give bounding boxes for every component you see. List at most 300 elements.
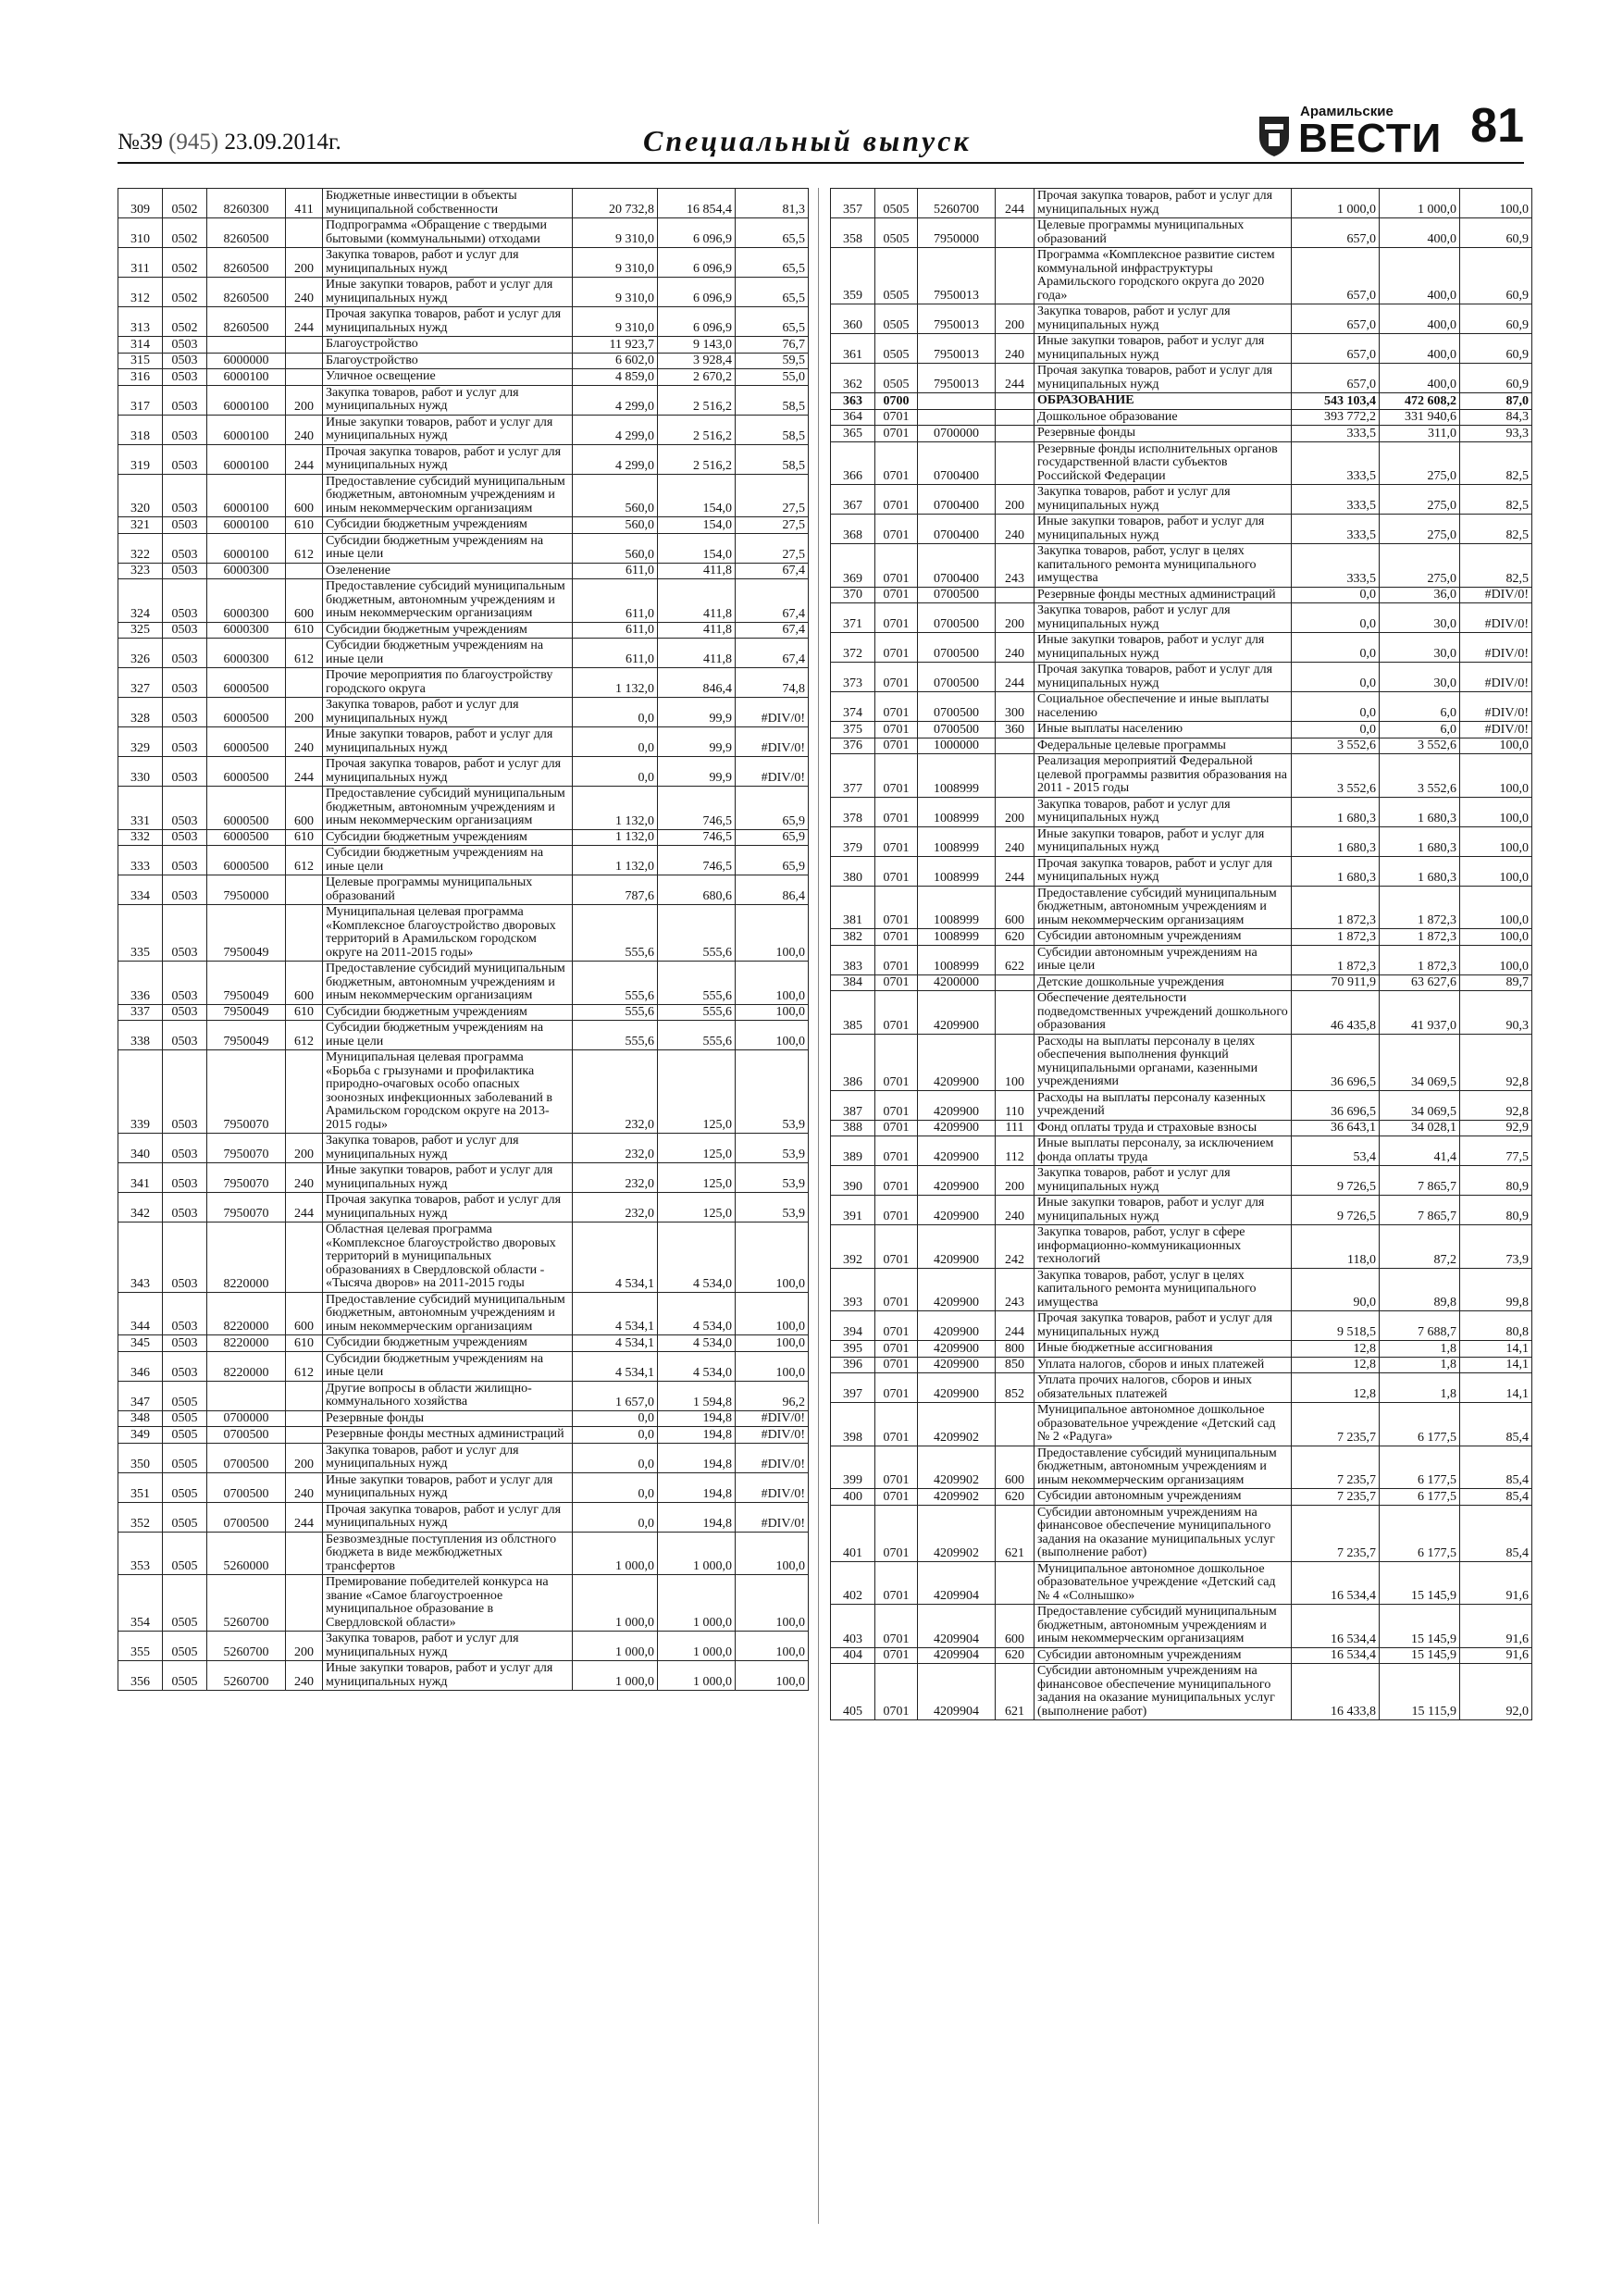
execution-percent: 100,0 xyxy=(736,905,809,962)
executed-amount: 1 872,3 xyxy=(1380,945,1460,974)
expense-type xyxy=(286,905,323,962)
row-number: 324 xyxy=(118,579,163,623)
expense-type xyxy=(286,1427,323,1444)
execution-percent: #DIV/0! xyxy=(1460,663,1532,692)
item-name: Прочая закупка товаров, работ и услуг для муниципальных нужд xyxy=(323,1193,573,1222)
right-column xyxy=(830,188,1531,1720)
execution-percent: 59,5 xyxy=(736,353,809,369)
planned-amount: 9 310,0 xyxy=(573,218,658,248)
planned-amount: 611,0 xyxy=(573,622,658,639)
item-name: Прочие мероприятия по благоустройству городского округа xyxy=(323,668,573,698)
target-code: 7950013 xyxy=(918,334,996,364)
expense-type: 610 xyxy=(286,1335,323,1352)
expense-type: 110 xyxy=(996,1090,1035,1120)
expense-type xyxy=(996,426,1035,442)
expense-type xyxy=(286,218,323,248)
item-name: Закупка товаров, работ и услуг для муниципальных нужд xyxy=(1035,1166,1292,1196)
item-name: Субсидии бюджетным учреждениям xyxy=(323,517,573,534)
row-number: 323 xyxy=(118,563,163,579)
planned-amount: 46 435,8 xyxy=(1292,991,1380,1035)
row-number: 384 xyxy=(831,974,875,991)
table-row xyxy=(831,1505,1532,1561)
table-row xyxy=(118,1050,809,1134)
table-row xyxy=(118,517,809,534)
table-row xyxy=(831,1196,1532,1225)
expense-type: 244 xyxy=(996,856,1035,886)
item-name: Субсидии бюджетным учреждениям xyxy=(323,1004,573,1021)
planned-amount: 333,5 xyxy=(1292,544,1380,588)
table-row xyxy=(831,603,1532,633)
target-code: 8220000 xyxy=(207,1222,286,1293)
planned-amount: 118,0 xyxy=(1292,1225,1380,1269)
section-code: 0503 xyxy=(163,639,207,668)
row-number: 320 xyxy=(118,474,163,517)
executed-amount: 1 680,3 xyxy=(1380,797,1460,826)
table-row xyxy=(118,875,809,905)
row-number: 342 xyxy=(118,1193,163,1222)
target-code: 4209904 xyxy=(918,1605,996,1648)
section-code: 0503 xyxy=(163,1351,207,1381)
section-code: 0505 xyxy=(875,304,918,334)
section-code: 0700 xyxy=(875,393,918,410)
row-number: 351 xyxy=(118,1472,163,1502)
executed-amount: 15 115,9 xyxy=(1380,1664,1460,1720)
planned-amount: 0,0 xyxy=(1292,587,1380,603)
item-name: Муниципальная целевая программа «Комплексное благоустройство дворовых территорий в Арамильском городском округе на 2011-2015 годы» xyxy=(323,905,573,962)
expense-type xyxy=(996,738,1035,754)
planned-amount: 3 552,6 xyxy=(1292,738,1380,754)
row-number: 400 xyxy=(831,1489,875,1506)
target-code: 6000100 xyxy=(207,474,286,517)
section-code: 0701 xyxy=(875,1664,918,1720)
table-row xyxy=(831,1311,1532,1341)
executed-amount: 400,0 xyxy=(1380,248,1460,304)
target-code: 6000100 xyxy=(207,415,286,444)
table-row xyxy=(118,307,809,337)
execution-percent: 67,4 xyxy=(736,563,809,579)
target-code: 1008999 xyxy=(918,826,996,856)
item-name: Муниципальное автономное дошкольное образовательное учреждение «Детский сад № 2 «Радуга» xyxy=(1035,1403,1292,1446)
executed-amount: 15 145,9 xyxy=(1380,1561,1460,1605)
budget-table-left xyxy=(118,188,809,1691)
section-code: 0505 xyxy=(875,364,918,393)
section-code: 0701 xyxy=(875,485,918,515)
table-row xyxy=(831,856,1532,886)
planned-amount: 1 000,0 xyxy=(1292,189,1380,218)
section-code: 0505 xyxy=(163,1632,207,1661)
section-code: 0503 xyxy=(163,727,207,757)
row-number: 377 xyxy=(831,754,875,798)
execution-percent: 76,7 xyxy=(736,337,809,354)
table-row xyxy=(831,1268,1532,1311)
section-code: 0701 xyxy=(875,1561,918,1605)
table-row xyxy=(831,754,1532,798)
execution-percent: 100,0 xyxy=(1460,797,1532,826)
section-code: 0503 xyxy=(163,1222,207,1293)
section-code: 0505 xyxy=(163,1443,207,1472)
executed-amount: 555,6 xyxy=(658,905,736,962)
table-row xyxy=(831,1489,1532,1506)
section-code: 0701 xyxy=(875,1373,918,1403)
item-name: Субсидии бюджетным учреждениям xyxy=(323,622,573,639)
expense-type: 240 xyxy=(286,278,323,307)
executed-amount: 99,9 xyxy=(658,727,736,757)
planned-amount: 1 680,3 xyxy=(1292,797,1380,826)
row-number: 381 xyxy=(831,886,875,929)
planned-amount: 90,0 xyxy=(1292,1268,1380,1311)
row-number: 370 xyxy=(831,587,875,603)
row-number: 376 xyxy=(831,738,875,754)
expense-type: 622 xyxy=(996,945,1035,974)
execution-percent: 74,8 xyxy=(736,668,809,698)
target-code: 7950013 xyxy=(918,304,996,334)
row-number: 371 xyxy=(831,603,875,633)
execution-percent: #DIV/0! xyxy=(1460,587,1532,603)
table-row xyxy=(831,587,1532,603)
expense-type: 600 xyxy=(286,474,323,517)
row-number: 309 xyxy=(118,189,163,218)
item-name: Прочая закупка товаров, работ и услуг для муниципальных нужд xyxy=(1035,856,1292,886)
section-code: 0503 xyxy=(163,829,207,846)
table-row xyxy=(118,1004,809,1021)
section-code: 0701 xyxy=(875,544,918,588)
executed-amount: 411,8 xyxy=(658,563,736,579)
executed-amount: 275,0 xyxy=(1380,441,1460,485)
section-code: 0505 xyxy=(875,189,918,218)
target-code: 1000000 xyxy=(918,738,996,754)
row-number: 392 xyxy=(831,1225,875,1269)
table-row xyxy=(831,886,1532,929)
expense-type: 200 xyxy=(996,304,1035,334)
section-code: 0701 xyxy=(875,1136,918,1166)
expense-type: 600 xyxy=(996,1446,1035,1489)
executed-amount: 30,0 xyxy=(1380,633,1460,663)
item-name: Прочая закупка товаров, работ и услуг для муниципальных нужд xyxy=(323,444,573,474)
executed-amount: 89,8 xyxy=(1380,1268,1460,1311)
execution-percent: 96,2 xyxy=(736,1381,809,1410)
execution-percent: 58,5 xyxy=(736,415,809,444)
item-name: Социальное обеспечение и иные выплаты населению xyxy=(1035,692,1292,722)
item-name: Предоставление субсидий муниципальным бюджетным, автономным учреждениям и иным некоммерческим организациям xyxy=(1035,1446,1292,1489)
row-number: 346 xyxy=(118,1351,163,1381)
table-row xyxy=(118,1502,809,1532)
table-row xyxy=(118,1661,809,1691)
target-code: 7950070 xyxy=(207,1163,286,1193)
target-code: 1008999 xyxy=(918,929,996,946)
planned-amount: 0,0 xyxy=(1292,603,1380,633)
row-number: 336 xyxy=(118,962,163,1005)
target-code: 8260300 xyxy=(207,189,286,218)
page-header xyxy=(118,99,1524,165)
section-code: 0503 xyxy=(163,962,207,1005)
executed-amount: 6,0 xyxy=(1380,722,1460,738)
coat-of-arms-icon xyxy=(1256,113,1293,157)
expense-type: 244 xyxy=(996,189,1035,218)
table-row xyxy=(831,426,1532,442)
executed-amount: 41 937,0 xyxy=(1380,991,1460,1035)
item-name: Иные закупки товаров, работ и услуг для муниципальных нужд xyxy=(323,278,573,307)
planned-amount: 611,0 xyxy=(573,579,658,623)
item-name: Субсидии автономным учреждениям xyxy=(1035,1647,1292,1664)
table-row xyxy=(118,533,809,563)
table-row xyxy=(831,1605,1532,1648)
table-row xyxy=(118,1427,809,1444)
logo-small-text: Арамильские xyxy=(1300,104,1394,119)
planned-amount: 611,0 xyxy=(573,563,658,579)
planned-amount: 9 310,0 xyxy=(573,248,658,278)
target-code: 0700500 xyxy=(918,722,996,738)
section-code: 0503 xyxy=(163,474,207,517)
row-number: 361 xyxy=(831,334,875,364)
executed-amount: 6 177,5 xyxy=(1380,1505,1460,1561)
execution-percent: 100,0 xyxy=(1460,929,1532,946)
row-number: 397 xyxy=(831,1373,875,1403)
section-code: 0503 xyxy=(163,533,207,563)
execution-percent: 92,8 xyxy=(1460,1090,1532,1120)
row-number: 341 xyxy=(118,1163,163,1193)
table-row xyxy=(118,579,809,623)
row-number: 367 xyxy=(831,485,875,515)
executed-amount: 6 096,9 xyxy=(658,307,736,337)
row-number: 337 xyxy=(118,1004,163,1021)
row-number: 332 xyxy=(118,829,163,846)
planned-amount: 657,0 xyxy=(1292,248,1380,304)
planned-amount: 393 772,2 xyxy=(1292,409,1380,426)
row-number: 394 xyxy=(831,1311,875,1341)
section-code: 0701 xyxy=(875,1090,918,1120)
executed-amount: 99,9 xyxy=(658,757,736,787)
item-name: Резервные фонды xyxy=(323,1410,573,1427)
row-number: 382 xyxy=(831,929,875,946)
row-number: 403 xyxy=(831,1605,875,1648)
planned-amount: 12,8 xyxy=(1292,1341,1380,1358)
execution-percent: 58,5 xyxy=(736,444,809,474)
item-name: Целевые программы муниципальных образований xyxy=(323,875,573,905)
section-code: 0502 xyxy=(163,278,207,307)
expense-type xyxy=(996,587,1035,603)
planned-amount: 9 310,0 xyxy=(573,278,658,307)
item-name: Подпрограмма «Обращение с твердыми бытовыми (коммунальными) отходами xyxy=(323,218,573,248)
expense-type: 610 xyxy=(286,517,323,534)
execution-percent: #DIV/0! xyxy=(736,1410,809,1427)
executed-amount: 400,0 xyxy=(1380,364,1460,393)
planned-amount: 4 534,1 xyxy=(573,1335,658,1352)
row-number: 358 xyxy=(831,218,875,248)
row-number: 390 xyxy=(831,1166,875,1196)
item-name: Закупка товаров, работ и услуг для муниципальных нужд xyxy=(323,1134,573,1163)
executed-amount: 30,0 xyxy=(1380,603,1460,633)
section-code: 0503 xyxy=(163,579,207,623)
executed-amount: 34 069,5 xyxy=(1380,1034,1460,1090)
row-number: 386 xyxy=(831,1034,875,1090)
execution-percent: 53,9 xyxy=(736,1134,809,1163)
table-row xyxy=(831,218,1532,248)
planned-amount: 0,0 xyxy=(1292,692,1380,722)
item-name: Иные выплаты населению xyxy=(1035,722,1292,738)
execution-percent: 100,0 xyxy=(736,1222,809,1293)
execution-percent: 100,0 xyxy=(736,1004,809,1021)
section-code: 0701 xyxy=(875,1311,918,1341)
table-row xyxy=(118,698,809,727)
section-code: 0701 xyxy=(875,603,918,633)
expense-type xyxy=(286,1410,323,1427)
expense-type: 240 xyxy=(286,727,323,757)
table-row xyxy=(831,1225,1532,1269)
execution-percent: 73,9 xyxy=(1460,1225,1532,1269)
section-code: 0503 xyxy=(163,1050,207,1134)
planned-amount: 0,0 xyxy=(573,1502,658,1532)
item-name: Благоустройство xyxy=(323,337,573,354)
executed-amount: 6,0 xyxy=(1380,692,1460,722)
row-number: 369 xyxy=(831,544,875,588)
table-row xyxy=(831,663,1532,692)
target-code: 6000500 xyxy=(207,727,286,757)
expense-type xyxy=(286,1532,323,1575)
executed-amount: 746,5 xyxy=(658,846,736,875)
planned-amount: 555,6 xyxy=(573,905,658,962)
target-code: 0700000 xyxy=(918,426,996,442)
executed-amount: 400,0 xyxy=(1380,304,1460,334)
row-number: 355 xyxy=(118,1632,163,1661)
item-name: Иные закупки товаров, работ и услуг для муниципальных нужд xyxy=(1035,515,1292,544)
planned-amount: 1 872,3 xyxy=(1292,886,1380,929)
table-row xyxy=(831,722,1532,738)
planned-amount: 70 911,9 xyxy=(1292,974,1380,991)
executed-amount: 3 928,4 xyxy=(658,353,736,369)
section-code: 0505 xyxy=(875,334,918,364)
target-code: 7950049 xyxy=(207,1004,286,1021)
section-code: 0505 xyxy=(163,1575,207,1632)
execution-percent: 65,5 xyxy=(736,218,809,248)
item-name: Иные закупки товаров, работ и услуг для муниципальных нужд xyxy=(323,1472,573,1502)
target-code: 6000500 xyxy=(207,757,286,787)
row-number: 352 xyxy=(118,1502,163,1532)
item-name: Субсидии автономным учреждениям на финансовое обеспечение муниципального задания на оказание муниципальных услуг (выполнение работ) xyxy=(1035,1664,1292,1720)
execution-percent: 55,0 xyxy=(736,369,809,386)
row-number: 354 xyxy=(118,1575,163,1632)
executed-amount: 6 177,5 xyxy=(1380,1403,1460,1446)
table-row xyxy=(118,668,809,698)
target-code: 4209900 xyxy=(918,1225,996,1269)
target-code: 4209900 xyxy=(918,1136,996,1166)
executed-amount: 125,0 xyxy=(658,1050,736,1134)
row-number: 343 xyxy=(118,1222,163,1293)
item-name: Иные выплаты персоналу, за исключением фонда оплаты труда xyxy=(1035,1136,1292,1166)
section-code: 0505 xyxy=(163,1472,207,1502)
column-divider xyxy=(818,188,819,2224)
execution-percent: 100,0 xyxy=(736,1532,809,1575)
row-number: 365 xyxy=(831,426,875,442)
target-code: 0700500 xyxy=(918,692,996,722)
section-code: 0701 xyxy=(875,754,918,798)
section-code: 0502 xyxy=(163,248,207,278)
execution-percent: 91,6 xyxy=(1460,1605,1532,1648)
table-row xyxy=(831,248,1532,304)
table-row xyxy=(831,1403,1532,1446)
planned-amount: 657,0 xyxy=(1292,304,1380,334)
item-name: Резервные фонды xyxy=(1035,426,1292,442)
row-number: 310 xyxy=(118,218,163,248)
table-row xyxy=(831,441,1532,485)
table-row xyxy=(831,1357,1532,1373)
target-code: 6000100 xyxy=(207,385,286,415)
execution-percent: 100,0 xyxy=(736,962,809,1005)
target-code: 6000300 xyxy=(207,579,286,623)
executed-amount: 4 534,0 xyxy=(658,1335,736,1352)
table-row xyxy=(118,1163,809,1193)
table-row xyxy=(118,248,809,278)
execution-percent: 100,0 xyxy=(736,1575,809,1632)
execution-percent: 82,5 xyxy=(1460,485,1532,515)
planned-amount: 657,0 xyxy=(1292,364,1380,393)
section-code: 0701 xyxy=(875,409,918,426)
item-name: Муниципальная целевая программа «Борьба с грызунами и профилактика природно-очаговых особо опасных зоонозных инфекционных заболеваний в Арамильском городском округе на 2013-2015 годы» xyxy=(323,1050,573,1134)
table-row xyxy=(118,369,809,386)
target-code xyxy=(207,1381,286,1410)
target-code: 8220000 xyxy=(207,1292,286,1335)
execution-percent: 60,9 xyxy=(1460,304,1532,334)
executed-amount: 1 872,3 xyxy=(1380,929,1460,946)
item-name: Прочая закупка товаров, работ и услуг для муниципальных нужд xyxy=(1035,189,1292,218)
execution-percent: 58,5 xyxy=(736,385,809,415)
planned-amount: 232,0 xyxy=(573,1134,658,1163)
executed-amount: 6 096,9 xyxy=(658,248,736,278)
execution-percent: 27,5 xyxy=(736,474,809,517)
execution-percent: 85,4 xyxy=(1460,1446,1532,1489)
table-row xyxy=(118,905,809,962)
item-name: Прочая закупка товаров, работ и услуг для муниципальных нужд xyxy=(323,307,573,337)
planned-amount: 36 696,5 xyxy=(1292,1034,1380,1090)
row-number: 338 xyxy=(118,1021,163,1050)
item-name: Предоставление субсидий муниципальным бюджетным, автономным учреждениям и иным некоммерческим организациям xyxy=(1035,1605,1292,1648)
expense-type: 612 xyxy=(286,639,323,668)
planned-amount: 1 000,0 xyxy=(573,1532,658,1575)
section-code: 0701 xyxy=(875,663,918,692)
item-name: Закупка товаров, работ и услуг для муниципальных нужд xyxy=(323,1632,573,1661)
executed-amount: 331 940,6 xyxy=(1380,409,1460,426)
section-code: 0701 xyxy=(875,929,918,946)
section-code: 0503 xyxy=(163,668,207,698)
expense-type: 620 xyxy=(996,1647,1035,1664)
executed-amount: 275,0 xyxy=(1380,515,1460,544)
expense-type: 240 xyxy=(286,415,323,444)
expense-type: 200 xyxy=(996,797,1035,826)
planned-amount: 232,0 xyxy=(573,1050,658,1134)
target-code: 0700500 xyxy=(207,1443,286,1472)
table-row xyxy=(831,544,1532,588)
table-row xyxy=(118,385,809,415)
target-code: 6000300 xyxy=(207,622,286,639)
execution-percent: 92,8 xyxy=(1460,1034,1532,1090)
expense-type xyxy=(996,991,1035,1035)
executed-amount: 1 680,3 xyxy=(1380,856,1460,886)
execution-percent: 65,5 xyxy=(736,278,809,307)
row-number: 339 xyxy=(118,1050,163,1134)
table-row xyxy=(118,1381,809,1410)
item-name: ОБРАЗОВАНИЕ xyxy=(1035,393,1292,410)
table-row xyxy=(118,1351,809,1381)
planned-amount: 20 732,8 xyxy=(573,189,658,218)
execution-percent: 60,9 xyxy=(1460,364,1532,393)
section-code: 0701 xyxy=(875,991,918,1035)
section-code: 0701 xyxy=(875,856,918,886)
planned-amount: 36 643,1 xyxy=(1292,1120,1380,1136)
row-number: 356 xyxy=(118,1661,163,1691)
section-code: 0505 xyxy=(163,1532,207,1575)
table-row xyxy=(118,337,809,354)
execution-percent: 92,0 xyxy=(1460,1664,1532,1720)
planned-amount: 4 299,0 xyxy=(573,415,658,444)
